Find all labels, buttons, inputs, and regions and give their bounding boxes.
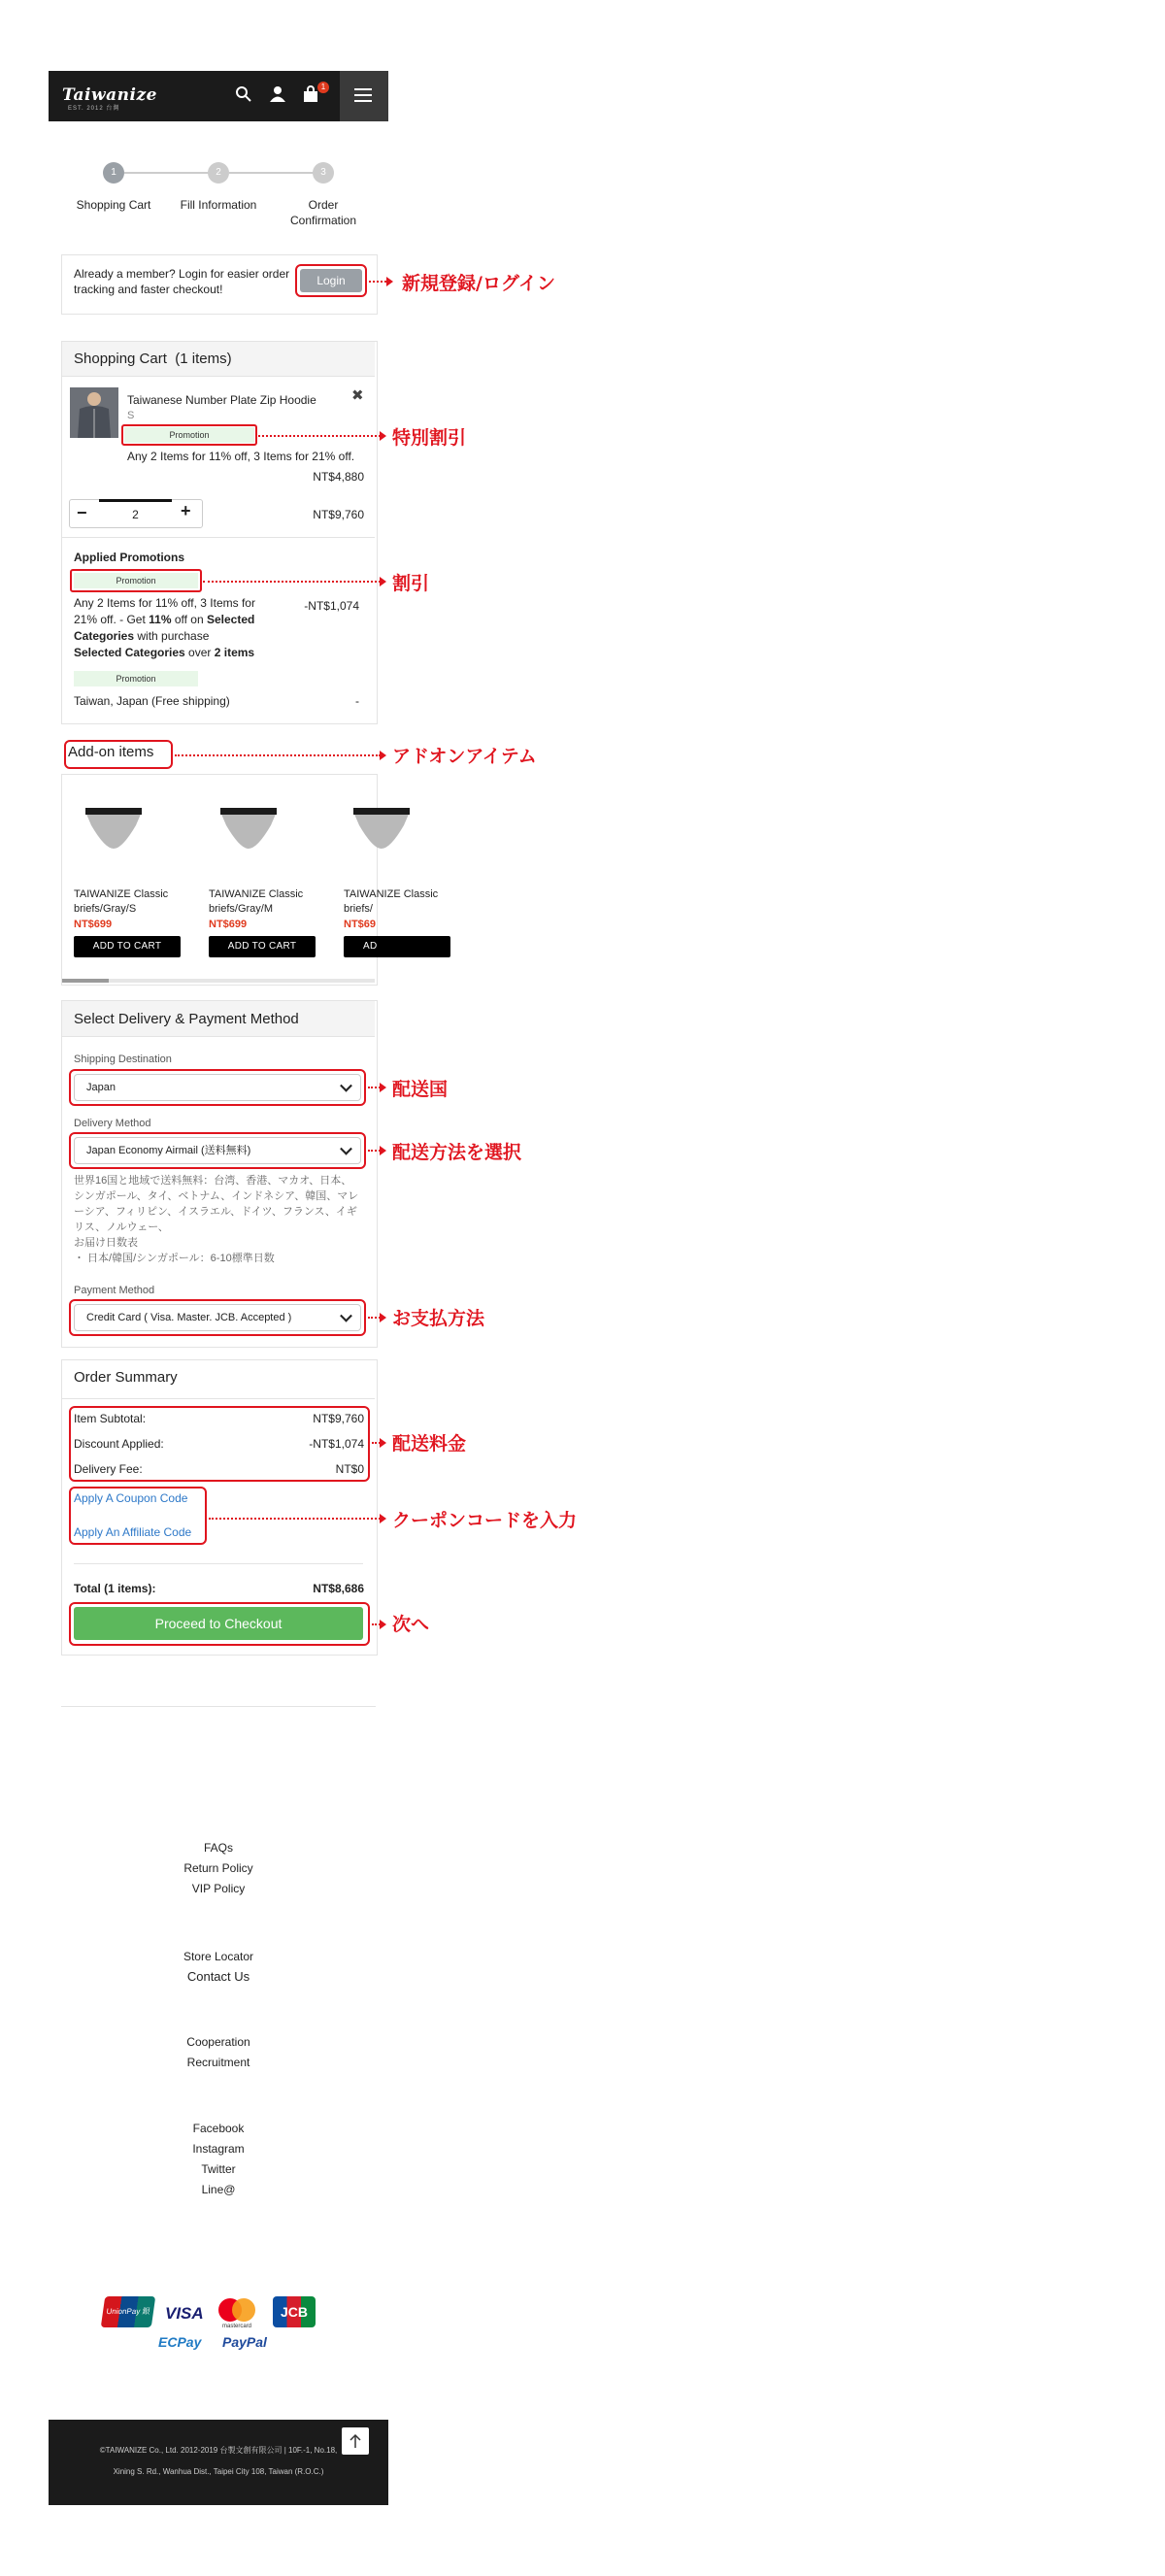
addon-add-to-cart-button[interactable]: ADD TO CART [74, 936, 181, 957]
increase-quantity-button[interactable]: + [181, 501, 191, 520]
annotation-box-method [69, 1132, 366, 1169]
payment-method-select[interactable]: Credit Card ( Visa. Master. JCB. Accepted ) [74, 1304, 361, 1331]
paypal-logo: PayPal [222, 2334, 267, 2350]
annotation-leader [175, 754, 381, 756]
annotation-coupon: クーポンコードを入力 [392, 1510, 578, 1531]
applied-promo-amount: -NT$1,074 [304, 599, 359, 613]
annotation-login: 新規登録/ログイン [402, 273, 555, 294]
delivery-fee-value: NT$0 [335, 1462, 364, 1476]
unionpay-logo: UnionPay 銀聯 [101, 2296, 155, 2327]
visa-logo: VISA [165, 2304, 204, 2323]
shipping-promo-amount: - [355, 694, 359, 708]
addon-item-name[interactable]: TAIWANIZE Classic briefs/Gray/M [209, 888, 304, 915]
annotation-arrow [380, 1620, 386, 1629]
discount-applied-label: Discount Applied: [74, 1437, 164, 1451]
delivery-days-note: ・ 日本/韓国/シンガポール：6-10標準日数 [74, 1253, 275, 1264]
addon-item-price: NT$699 [209, 919, 248, 930]
item-unit-price: NT$4,880 [313, 470, 364, 484]
step-2-label: Fill Information [180, 198, 257, 212]
addons-title: Add-on items [68, 744, 154, 760]
annotation-arrow [380, 1438, 386, 1448]
delivery-days-title: お届け日数表 [74, 1237, 138, 1249]
jcb-logo: JCB [273, 2296, 316, 2327]
addon-item-price: NT$69 [344, 919, 377, 930]
step-3-indicator: 3 [313, 162, 334, 184]
delivery-fee-label: Delivery Fee: [74, 1462, 143, 1476]
copyright-line-2: Xining S. Rd., Wanhua Dist., Taipei City 108, Taiwan (R.O.C.) [113, 2467, 324, 2476]
annotation-arrow [380, 751, 386, 760]
step-1-indicator: 1 [103, 162, 124, 184]
divider [62, 537, 375, 538]
user-icon[interactable] [269, 85, 286, 108]
carousel-scroll-track[interactable] [62, 979, 375, 983]
delivery-method-select[interactable]: Japan Economy Airmail (送料無料) [74, 1137, 361, 1164]
item-promo-description: Any 2 Items for 11% off, 3 Items for 21% off. [127, 450, 355, 463]
footer-link-vip-policy[interactable]: VIP Policy [191, 1882, 246, 1895]
divider [62, 1398, 375, 1399]
footer-link-faqs[interactable]: FAQs [203, 1841, 233, 1855]
product-thumbnail[interactable] [70, 387, 118, 438]
login-button[interactable]: Login [300, 269, 362, 292]
annotation-arrow [380, 1146, 386, 1155]
applied-promo-tag: Promotion [74, 573, 198, 588]
shipping-destination-select[interactable]: Japan [74, 1074, 361, 1101]
annotation-box-payment [69, 1299, 366, 1336]
addon-item-price: NT$699 [74, 919, 113, 930]
annotation-box-discount [70, 569, 202, 592]
cart-item-name[interactable]: Taiwanese Number Plate Zip Hoodie [127, 393, 316, 407]
remove-item-icon[interactable]: ✖ [351, 387, 364, 404]
footer-link-twitter[interactable]: Twitter [201, 2162, 236, 2176]
annotation-method: 配送方法を選択 [392, 1142, 522, 1163]
annotation-box-country [69, 1069, 366, 1106]
annotation-country: 配送国 [392, 1079, 449, 1100]
shipping-promo-description: Taiwan, Japan (Free shipping) [74, 694, 230, 708]
addon-add-to-cart-button[interactable]: AD [344, 936, 450, 957]
arrow-up-icon [342, 2427, 369, 2455]
footer-link-contact-us[interactable]: Contact Us [186, 1969, 250, 1984]
addon-product-image[interactable] [351, 806, 412, 853]
item-promo-tag: Promotion [124, 427, 254, 443]
step-1-label: Shopping Cart [76, 198, 151, 212]
quantity-value[interactable]: 2 [132, 508, 139, 521]
annotation-box-fee [69, 1406, 370, 1482]
step-connector [229, 172, 322, 174]
divider [74, 1563, 363, 1564]
footer-link-cooperation[interactable]: Cooperation [186, 2035, 250, 2049]
annotation-leader [258, 435, 381, 437]
footer-link-line[interactable]: Line@ [201, 2183, 236, 2196]
cart-count-badge: 1 [317, 82, 329, 93]
search-icon[interactable] [235, 85, 252, 108]
annotation-leader [209, 1518, 381, 1520]
cart-item-count: (1 items) [175, 351, 232, 367]
footer-link-recruitment[interactable]: Recruitment [186, 2056, 250, 2069]
annotation-arrow [380, 1083, 386, 1092]
brand-logo-sub: EST. 2012 台灣 [68, 106, 120, 112]
annotation-box-addon [64, 740, 173, 769]
delivery-header: Select Delivery & Payment Method [62, 1001, 375, 1037]
footer-link-facebook[interactable]: Facebook [192, 2122, 245, 2135]
annotation-addon: アドオンアイテム [392, 746, 537, 767]
order-summary-title: Order Summary [74, 1369, 178, 1386]
annotation-discount: 割引 [392, 573, 430, 594]
discount-applied-value: -NT$1,074 [309, 1437, 364, 1451]
shipping-destination-label: Shipping Destination [74, 1054, 172, 1065]
annotation-leader [369, 281, 386, 283]
login-message: Already a member? Login for easier order tracking and faster checkout! [74, 267, 290, 296]
applied-promo-description: Any 2 Items for 11% off, 3 Items for 21% off. - Get 11% off on Selected Categories with purchase Selected Categories over 2 items [74, 596, 255, 659]
annotation-box-promo [121, 424, 257, 446]
total-label: Total (1 items): [74, 1582, 156, 1595]
annotation-box-next [69, 1602, 370, 1646]
annotation-arrow [386, 277, 393, 286]
annotation-arrow [380, 431, 386, 441]
item-subtotal-label: Item Subtotal: [74, 1412, 147, 1425]
payment-method-label: Payment Method [74, 1285, 155, 1296]
delivery-method-note: 世界16国と地域で送料無料：台湾、香港、マカオ、日本、シンガポール、タイ、ベトナム、インドネシア、韓国、マレーシア、フィリピン、イスラエル、ドイツ、フランス、イギリス、ノルウェー、 [74, 1175, 359, 1233]
annotation-leader [203, 581, 381, 583]
footer-divider [61, 1706, 376, 1707]
annotation-arrow [380, 1313, 386, 1322]
addon-add-to-cart-button[interactable]: ADD TO CART [209, 936, 316, 957]
applied-promotions-title: Applied Promotions [74, 551, 184, 564]
cart-title: Shopping Cart [74, 351, 167, 367]
annotation-arrow [380, 1514, 386, 1523]
hamburger-icon[interactable] [354, 88, 372, 102]
annotation-box-login [295, 264, 367, 297]
proceed-to-checkout-button[interactable]: Proceed to Checkout [74, 1607, 363, 1640]
quantity-focus-bar [99, 499, 172, 502]
apply-affiliate-link[interactable]: Apply An Affiliate Code [74, 1525, 192, 1539]
shipping-promo-tag: Promotion [74, 671, 198, 686]
total-value: NT$8,686 [313, 1582, 364, 1595]
copyright-line-1: ©TAIWANIZE Co., Ltd. 2012-2019 台製文創有限公司 | 10F.-1, No.18, [99, 2446, 338, 2455]
annotation-promo: 特別割引 [392, 427, 467, 449]
footer-link-instagram[interactable]: Instagram [192, 2142, 245, 2156]
cart-header [62, 342, 375, 377]
annotation-next: 次へ [392, 1614, 430, 1635]
step-2-indicator: 2 [208, 162, 229, 184]
addon-item-name[interactable]: TAIWANIZE Classic briefs/ [344, 888, 439, 915]
annotation-fee: 配送料金 [392, 1433, 467, 1455]
ecpay-logo: ECPay [158, 2334, 202, 2350]
mastercard-wordmark: mastercard [221, 2324, 251, 2329]
addon-product-image[interactable] [218, 806, 279, 853]
delivery-method-label: Delivery Method [74, 1118, 151, 1129]
carousel-scroll-thumb[interactable] [62, 979, 109, 983]
addon-product-image[interactable] [83, 806, 144, 853]
apply-coupon-link[interactable]: Apply A Coupon Code [74, 1491, 188, 1505]
cart-item-size: S [127, 410, 135, 421]
addon-item-name[interactable]: TAIWANIZE Classic briefs/Gray/S [74, 888, 169, 915]
annotation-box-coupon [69, 1487, 207, 1545]
addons-carousel[interactable] [61, 774, 439, 986]
decrease-quantity-button[interactable]: − [77, 503, 87, 522]
back-to-top-button[interactable] [342, 2427, 369, 2455]
copyright-bar [49, 2420, 388, 2505]
step-connector [124, 172, 217, 174]
item-line-total: NT$9,760 [313, 508, 364, 521]
footer-link-store-locator[interactable]: Store Locator [183, 1950, 254, 1963]
annotation-arrow [380, 577, 386, 586]
footer-link-return-policy[interactable]: Return Policy [183, 1861, 253, 1875]
item-subtotal-value: NT$9,760 [313, 1412, 364, 1425]
annotation-payment: お支払方法 [392, 1308, 485, 1329]
brand-logo[interactable]: Taiwanize [62, 85, 157, 105]
step-3-label: Order Confirmation [289, 198, 357, 227]
